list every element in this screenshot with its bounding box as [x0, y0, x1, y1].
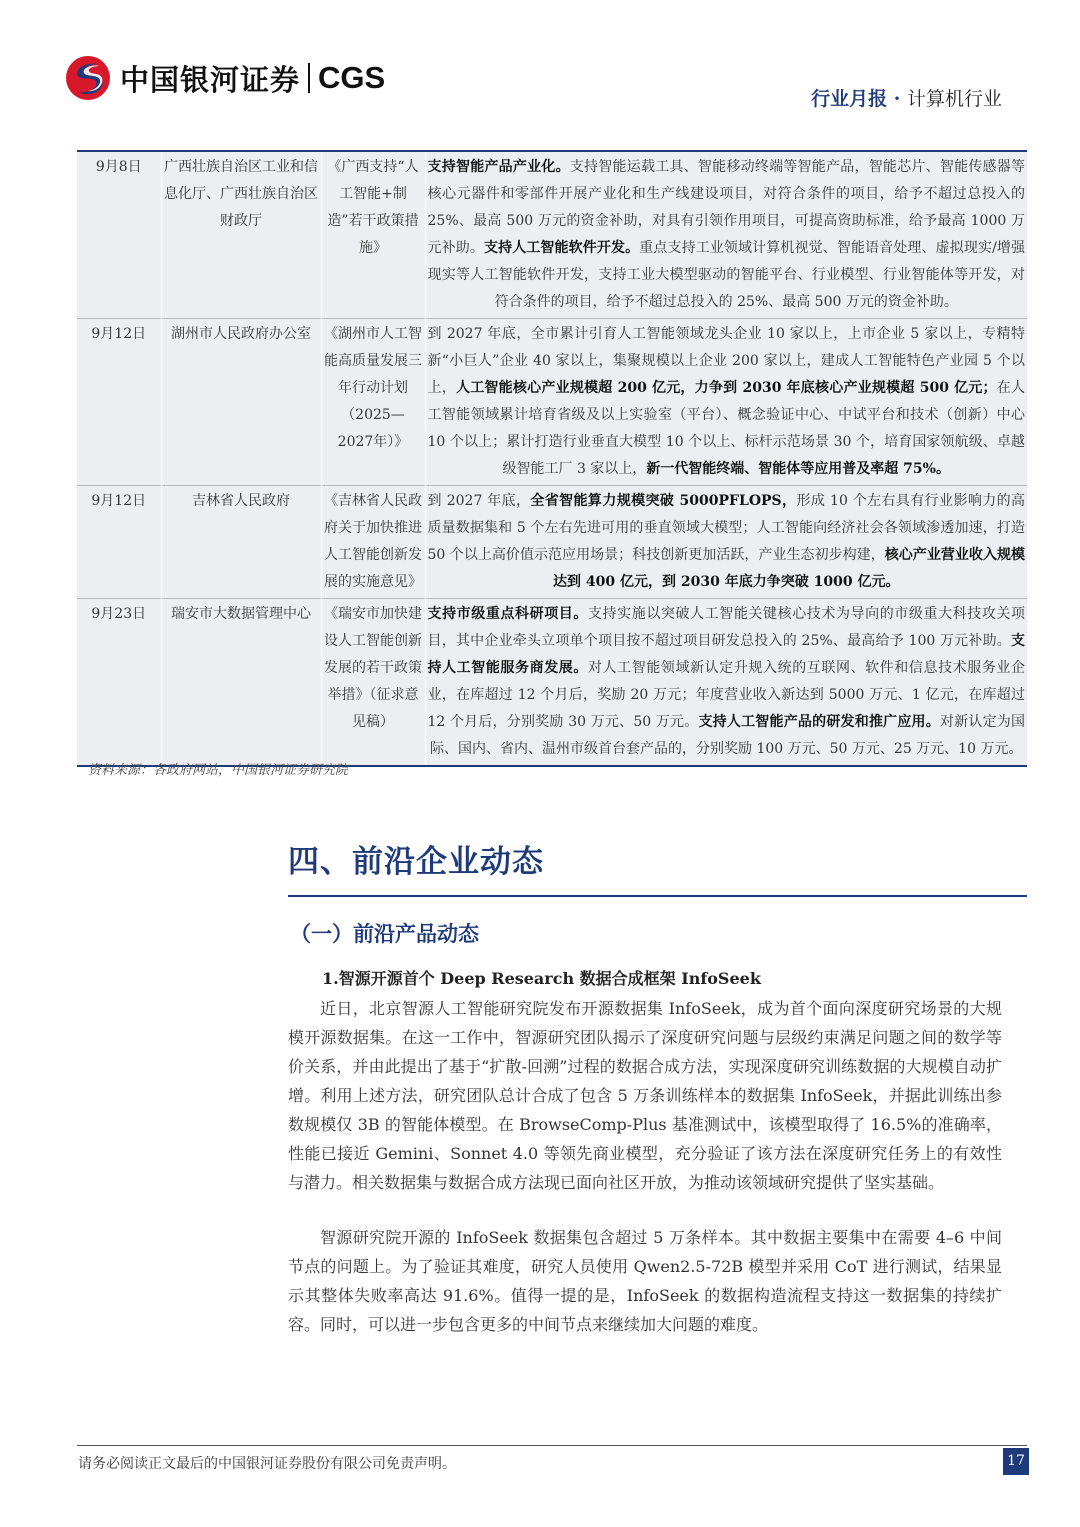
content-cell: [425, 151, 1027, 319]
date-cell: 9月12日: [77, 486, 161, 599]
content-highlight: 支持人工智能服务商发展。: [427, 633, 1025, 676]
header-separator: ·: [887, 88, 907, 110]
issuer-cell: 广西壮族自治区工业和信息化厅、广西壮族自治区财政厅: [161, 151, 321, 319]
content-text: 支持实施以突破人工智能关键核心技术为导向的市级重大科技攻关项目，其中企业牵头立项单个项目按不超过项目研发总投入的 25%、最高给予 100 万元补助。: [427, 606, 1026, 649]
section-divider: [288, 895, 1027, 897]
report-category: [811, 84, 1002, 111]
document-cell: 《瑞安市加快建设人工智能创新发展的若干政策举措》（征求意见稿）: [321, 599, 425, 767]
industry-name: 计算机行业: [906, 88, 1002, 110]
content-text: 对人工智能领域新认定升规入统的互联网、软件和信息技术服务业企业，在库超过 12 个月后，奖励 20 万元；年度营业收入新达到 5000 万元、1 亿元，在库超过 12 个月后，分别奖励 30 万元、50 万元。: [427, 660, 1026, 730]
section-title: 四、前沿企业动态: [288, 844, 544, 880]
content-highlight: 支持人工智能产品的研发和推广应用。: [698, 714, 940, 730]
policy-table-body: [77, 151, 1027, 766]
body-paragraph: 近日，北京智源人工智能研究院发布开源数据集 InfoSeek，成为首个面向深度研究场景的大规模开源数据集。在这一工作中，智源研究团队揭示了深度研究问题与层级约束满足问题之间的数学等价关系，并由此提出了基于“扩散-回溯”过程的数据合成方法，实现深度研究训练数据的大规模自动扩增。利用上述方法，研究团队总计合成了包含 5 万条训练样本的数据集 InfoSeek，并据此训练出参数规模仅 3B 的智能体模型。在 BrowseComp-Plus 基准测试中，该模型取得了 16.5%的准确率，性能已接近 Gemini、Sonnet 4.0 等领先商业模型，充分验证了该方法在深度研究任务上的有效性与潜力。相关数据集与数据合成方法现已面向社区开放，为推动该领域研究提供了坚实基础。: [288, 999, 1002, 1192]
content-text: 到 2027 年底，全市累计引育人工智能领域龙头企业 10 家以上，上市企业 5 家以上，专精特新“小巨人”企业 40 家以上，集聚规模以上企业 200 家以上，建成人工智能特色产业园 5 个以上，: [427, 326, 1025, 396]
table-row: [77, 599, 1027, 767]
table-row: [77, 151, 1027, 319]
date-cell: 9月8日: [77, 151, 161, 319]
document-cell: 《广西支持“人工智能+制造”若干政策措施》: [321, 151, 425, 319]
footer-disclaimer: 请务必阅读正文最后的中国银河证券股份有限公司免责声明。: [78, 1456, 456, 1472]
content-highlight: 支持人工智能软件开发。: [483, 240, 640, 256]
logo-english-name: CGS: [318, 60, 386, 95]
content-text: 在人工智能领域累计培育省级及以上实验室（平台）、概念验证中心、中试平台和技术（创新）中心 10 个以上；累计打造行业垂直大模型 10 个以上、标杆示范场景 30 个，培育国家领航级、卓越级智能工厂 3 家以上，: [427, 380, 1026, 477]
item-title: 1.智源开源首个 Deep Research 数据合成框架 InfoSeek: [322, 969, 761, 988]
table-row: [77, 319, 1027, 486]
content-text: 对新认定为国际、国内、省内、温州市级首台套产品的，分别奖励 100 万元、50 万元、25 万元、10 万元。: [430, 714, 1026, 757]
company-logo: [64, 54, 385, 102]
document-cell: 《吉林省人民政府关于加快推进人工智能创新发展的实施意见》: [321, 486, 425, 599]
issuer-cell: 湖州市人民政府办公室: [161, 319, 321, 486]
content-highlight: 核心产业营业收入规模达到 400 亿元，到 2030 年底力争突破 1000 亿元。: [553, 547, 1026, 590]
content-highlight: 支持市级重点科研项目。: [427, 606, 588, 622]
content-text: 支持智能运载工具、智能移动终端等智能产品，智能芯片、智能传感器等核心元器件和零部件开展产业化和生产线建设项目，对符合条件的项目，给予不超过总投入的 25%、最高 500 万元的资金补助，对具有引领作用项目，可提高资助标准，给予最高 1000 万元补助。: [427, 159, 1026, 256]
content-text: 到 2027 年底，: [427, 493, 531, 509]
date-cell: 9月12日: [77, 319, 161, 486]
table-source: 资料来源：各政府网站，中国银河证券研究院: [88, 763, 349, 778]
date-cell: 9月23日: [77, 599, 161, 767]
policy-table: [77, 150, 1027, 767]
content-text: 重点支持工业领域计算机视觉、智能语音处理、虚拟现实/增强现实等人工智能软件开发，支持工业大模型驱动的智能平台、行业模型、行业智能体等开发，对符合条件的项目，给予不超过总投入的 25%、最高 500 万元的资金补助。: [427, 240, 1026, 310]
content-cell: [425, 486, 1027, 599]
content-highlight: 支持智能产品产业化。: [427, 159, 570, 175]
content-highlight: 全省智能算力规模突破 5000PFLOPS，: [530, 493, 797, 509]
content-highlight: 新一代智能终端、智能体等应用普及率超 75%。: [646, 461, 950, 477]
issuer-cell: 吉林省人民政府: [161, 486, 321, 599]
content-cell: [425, 319, 1027, 486]
logo-chinese-name: 中国银河证券: [120, 62, 301, 97]
logo-divider: [308, 63, 310, 93]
document-cell: 《湖州市人工智能高质量发展三年行动计划（2025—2027年）》: [321, 319, 425, 486]
footer-divider: [77, 1445, 1027, 1446]
content-text: 形成 10 个左右具有行业影响力的高质量数据集和 5 个左右先进可用的垂直领域大模型；人工智能向经济社会各领域渗透加速，打造 50 个以上高价值示范应用场景；科技创新更加活跃，产业生态初步构建，: [427, 493, 1026, 563]
cgs-logo-icon: [64, 54, 112, 102]
page-number: 17: [1003, 1448, 1029, 1475]
content-highlight: 人工智能核心产业规模超 200 亿元，力争到 2030 年底核心产业规模超 500 亿元；: [455, 380, 997, 396]
subsection-title: （一）前沿产品动态: [290, 921, 479, 946]
table-row: [77, 486, 1027, 599]
content-cell: [425, 599, 1027, 767]
body-paragraph: 智源研究院开源的 InfoSeek 数据集包含超过 5 万条样本。其中数据主要集中在需要 4–6 中间节点的问题上。为了验证其难度，研究人员使用 Qwen2.5-72B 模型并采用 CoT 进行测试，结果显示其整体失败率高达 91.6%。值得一提的是，InfoSeek 的数据构造流程支持这一数据集的持续扩容。同时，可以进一步包含更多的中间节点来继续加大问题的难度。: [288, 1228, 1002, 1334]
issuer-cell: 瑞安市大数据管理中心: [161, 599, 321, 767]
report-type: 行业月报: [811, 88, 888, 110]
